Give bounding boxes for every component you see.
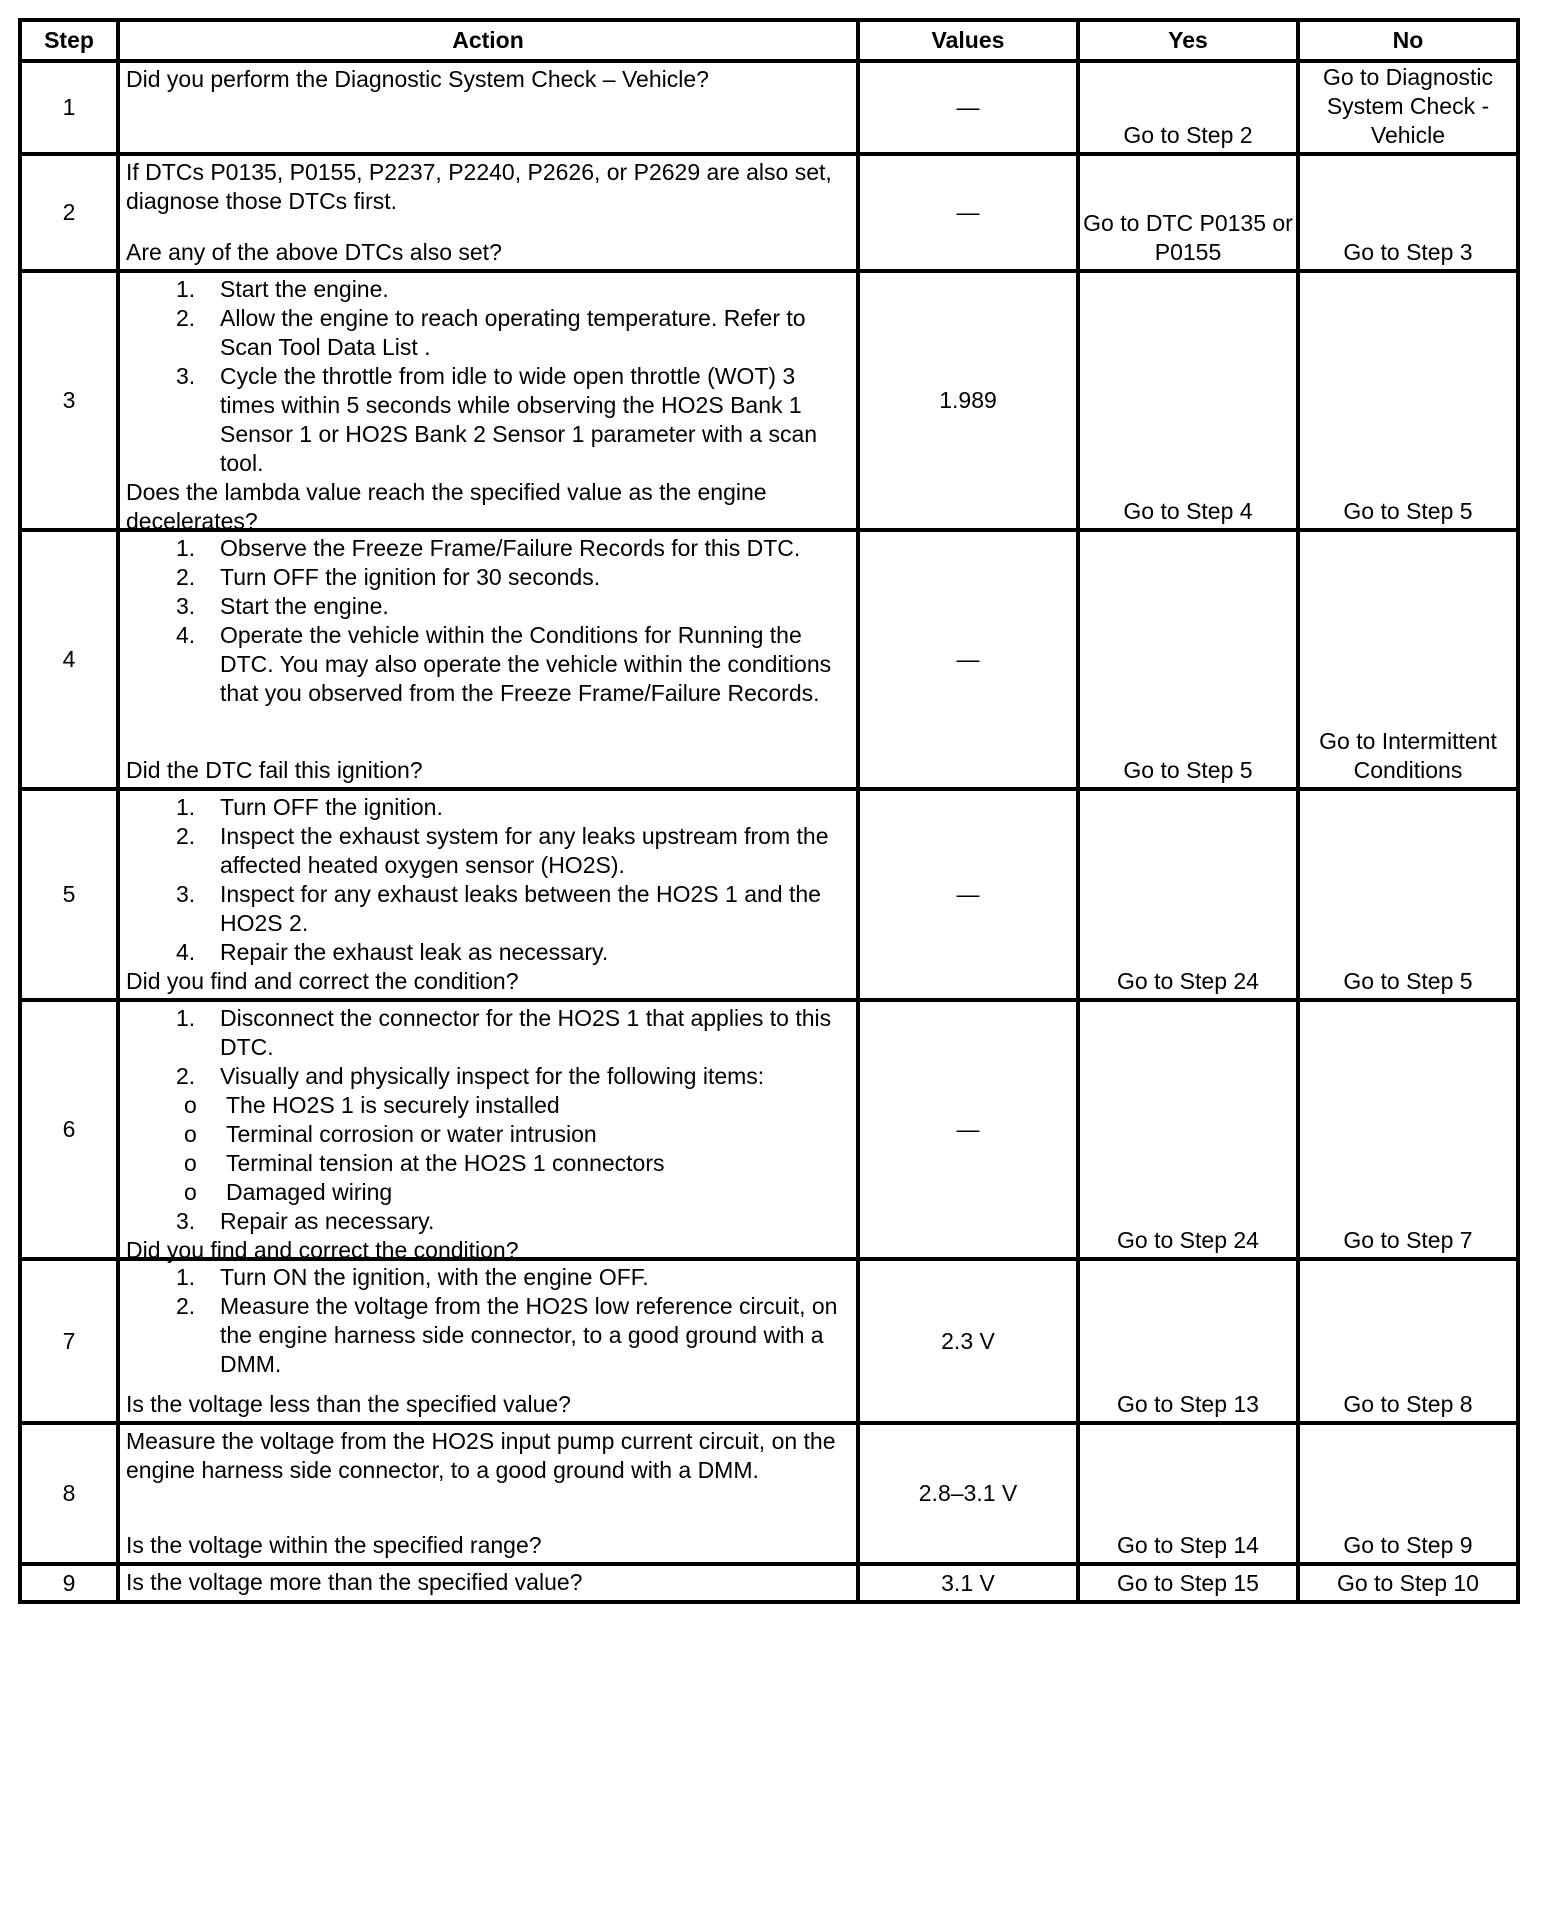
- item-number: 4.: [176, 622, 196, 648]
- action-cell: [118, 154, 858, 271]
- table-row: [20, 1259, 1518, 1423]
- action-question: Are any of the above DTCs also set?: [126, 239, 502, 265]
- step-cell: 6: [20, 1000, 118, 1259]
- item-text: Turn OFF the ignition.: [220, 794, 443, 820]
- item-number: 1.: [176, 1264, 196, 1290]
- action-step-item: [126, 621, 850, 708]
- yes-cell: Go to DTC P0135 or P0155: [1078, 154, 1298, 271]
- item-number: 2.: [176, 1293, 196, 1319]
- step-cell: 1: [20, 61, 118, 154]
- bullet-icon: o: [184, 1179, 197, 1205]
- item-number: 2.: [176, 564, 196, 590]
- step-cell: 7: [20, 1259, 118, 1423]
- value-cell: 1.989: [858, 271, 1078, 530]
- value-cell: 2.8–3.1 V: [858, 1423, 1078, 1564]
- action-step-item: [126, 304, 850, 362]
- action-question: Did you find and correct the condition?: [126, 968, 519, 994]
- item-text: Visually and physically inspect for the following items:: [220, 1063, 765, 1089]
- action-cell: [118, 789, 858, 1000]
- action-question: Did the DTC fail this ignition?: [126, 757, 423, 783]
- table-row: [20, 1000, 1518, 1259]
- header-values: Values: [858, 20, 1078, 61]
- value-cell: —: [858, 61, 1078, 154]
- action-step-item: [126, 822, 850, 880]
- action-cell: [118, 530, 858, 789]
- action-question: Does the lambda value reach the specified value as the engine decelerates?: [126, 479, 767, 534]
- item-text: Measure the voltage from the HO2S low reference circuit, on the engine harness side connector, to a good ground with a DMM.: [220, 1293, 838, 1377]
- item-text: Inspect the exhaust system for any leaks upstream from the affected heated oxygen sensor (HO2S).: [220, 823, 829, 878]
- action-intro: Is the voltage more than the specified value?: [126, 1569, 583, 1595]
- subitem-text: Terminal tension at the HO2S 1 connectors: [226, 1150, 665, 1176]
- item-text: Start the engine.: [220, 593, 389, 619]
- table-row: [20, 154, 1518, 271]
- no-cell: Go to Step 5: [1298, 789, 1518, 1000]
- header-no: No: [1298, 20, 1518, 61]
- action-step-item: [126, 1062, 850, 1091]
- item-text: Allow the engine to reach operating temperature. Refer to Scan Tool Data List .: [220, 305, 806, 360]
- action-step-item: [126, 938, 850, 967]
- action-step-item: [126, 880, 850, 938]
- no-cell: Go to Step 5: [1298, 271, 1518, 530]
- yes-cell: Go to Step 2: [1078, 61, 1298, 154]
- yes-cell: Go to Step 15: [1078, 1564, 1298, 1602]
- item-text: Repair the exhaust leak as necessary.: [220, 939, 609, 965]
- action-subitem: [126, 1178, 850, 1207]
- value-cell: —: [858, 154, 1078, 271]
- no-cell: Go to Step 3: [1298, 154, 1518, 271]
- action-step-item: [126, 793, 850, 822]
- bullet-icon: o: [184, 1092, 197, 1118]
- step-cell: 3: [20, 271, 118, 530]
- yes-cell: Go to Step 24: [1078, 789, 1298, 1000]
- value-cell: —: [858, 1000, 1078, 1259]
- subitem-text: The HO2S 1 is securely installed: [226, 1092, 560, 1118]
- no-cell: Go to Step 8: [1298, 1259, 1518, 1423]
- item-text: Observe the Freeze Frame/Failure Records for this DTC.: [220, 535, 801, 561]
- item-text: Turn OFF the ignition for 30 seconds.: [220, 564, 601, 590]
- item-number: 2.: [176, 1063, 196, 1089]
- step-cell: 8: [20, 1423, 118, 1564]
- no-cell: Go to Step 10: [1298, 1564, 1518, 1602]
- action-step-item: [126, 362, 850, 478]
- item-number: 2.: [176, 823, 196, 849]
- action-question: Is the voltage less than the specified value?: [126, 1391, 571, 1417]
- action-step-item: [126, 275, 850, 304]
- yes-cell: Go to Step 5: [1078, 530, 1298, 789]
- diagnostic-table: [18, 18, 1520, 1604]
- action-step-item: [126, 1004, 850, 1062]
- no-cell: Go to Intermittent Conditions: [1298, 530, 1518, 789]
- header-yes: Yes: [1078, 20, 1298, 61]
- step-cell: 9: [20, 1564, 118, 1602]
- header-action: Action: [118, 20, 858, 61]
- subitem-text: Terminal corrosion or water intrusion: [226, 1121, 597, 1147]
- item-text: Inspect for any exhaust leaks between the HO2S 1 and the HO2S 2.: [220, 881, 821, 936]
- table-row: [20, 1564, 1518, 1602]
- action-step-item: [126, 1207, 850, 1236]
- value-cell: 3.1 V: [858, 1564, 1078, 1602]
- action-subitem: [126, 1149, 850, 1178]
- table-row: [20, 1423, 1518, 1564]
- action-question: Is the voltage within the specified range?: [126, 1532, 542, 1558]
- value-cell: 2.3 V: [858, 1259, 1078, 1423]
- table-row: [20, 789, 1518, 1000]
- action-step-item: [126, 592, 850, 621]
- yes-cell: Go to Step 14: [1078, 1423, 1298, 1564]
- action-step-item: [126, 534, 850, 563]
- item-text: Start the engine.: [220, 276, 389, 302]
- action-cell: [118, 1259, 858, 1423]
- item-text: Disconnect the connector for the HO2S 1 that applies to this DTC.: [220, 1005, 832, 1060]
- yes-cell: Go to Step 13: [1078, 1259, 1298, 1423]
- action-intro: If DTCs P0135, P0155, P2237, P2240, P2626, or P2629 are also set, diagnose those DTCs first.: [126, 159, 832, 214]
- action-cell: [118, 61, 858, 154]
- step-cell: 4: [20, 530, 118, 789]
- table-row: [20, 61, 1518, 154]
- bullet-icon: o: [184, 1150, 197, 1176]
- step-cell: 2: [20, 154, 118, 271]
- bullet-icon: o: [184, 1121, 197, 1147]
- action-step-item: [126, 563, 850, 592]
- no-cell: Go to Step 9: [1298, 1423, 1518, 1564]
- value-cell: —: [858, 530, 1078, 789]
- item-number: 3.: [176, 593, 196, 619]
- table-row: [20, 271, 1518, 530]
- action-cell: [118, 271, 858, 534]
- action-cell: [118, 1000, 858, 1263]
- item-text: Cycle the throttle from idle to wide open throttle (WOT) 3 times within 5 seconds while observing the HO2S Bank 1 Sensor 1 or HO2S Bank 2 Sensor 1 parameter with a scan tool.: [220, 363, 818, 476]
- item-number: 1.: [176, 794, 196, 820]
- value-cell: —: [858, 789, 1078, 1000]
- action-question: Did you find and correct the condition?: [126, 1237, 519, 1263]
- item-number: 1.: [176, 276, 196, 302]
- item-number: 3.: [176, 363, 196, 389]
- action-cell: [118, 1423, 858, 1564]
- action-intro: Did you perform the Diagnostic System Check – Vehicle?: [126, 66, 709, 92]
- item-text: Repair as necessary.: [220, 1208, 435, 1234]
- item-number: 1.: [176, 1005, 196, 1031]
- subitem-text: Damaged wiring: [226, 1179, 393, 1205]
- item-number: 2.: [176, 305, 196, 331]
- no-cell: Go to Diagnostic System Check - Vehicle: [1298, 61, 1518, 154]
- action-step-item: [126, 1263, 850, 1292]
- action-step-item: [126, 1292, 850, 1379]
- item-text: Operate the vehicle within the Conditions for Running the DTC. You may also operate the vehicle within the conditions that you observed from the Freeze Frame/Failure Records.: [220, 622, 832, 706]
- item-number: 3.: [176, 1208, 196, 1234]
- item-text: Turn ON the ignition, with the engine OFF.: [220, 1264, 649, 1290]
- no-cell: Go to Step 7: [1298, 1000, 1518, 1259]
- header-row: [20, 20, 1518, 61]
- item-number: 3.: [176, 881, 196, 907]
- action-subitem: [126, 1091, 850, 1120]
- step-cell: 5: [20, 789, 118, 1000]
- item-number: 4.: [176, 939, 196, 965]
- action-subitem: [126, 1120, 850, 1149]
- item-number: 1.: [176, 535, 196, 561]
- action-cell: [118, 1564, 858, 1602]
- header-step: Step: [20, 20, 118, 61]
- yes-cell: Go to Step 4: [1078, 271, 1298, 530]
- yes-cell: Go to Step 24: [1078, 1000, 1298, 1259]
- table-row: [20, 530, 1518, 789]
- action-intro: Measure the voltage from the HO2S input pump current circuit, on the engine harness side connector, to a good ground with a DMM.: [126, 1428, 836, 1483]
